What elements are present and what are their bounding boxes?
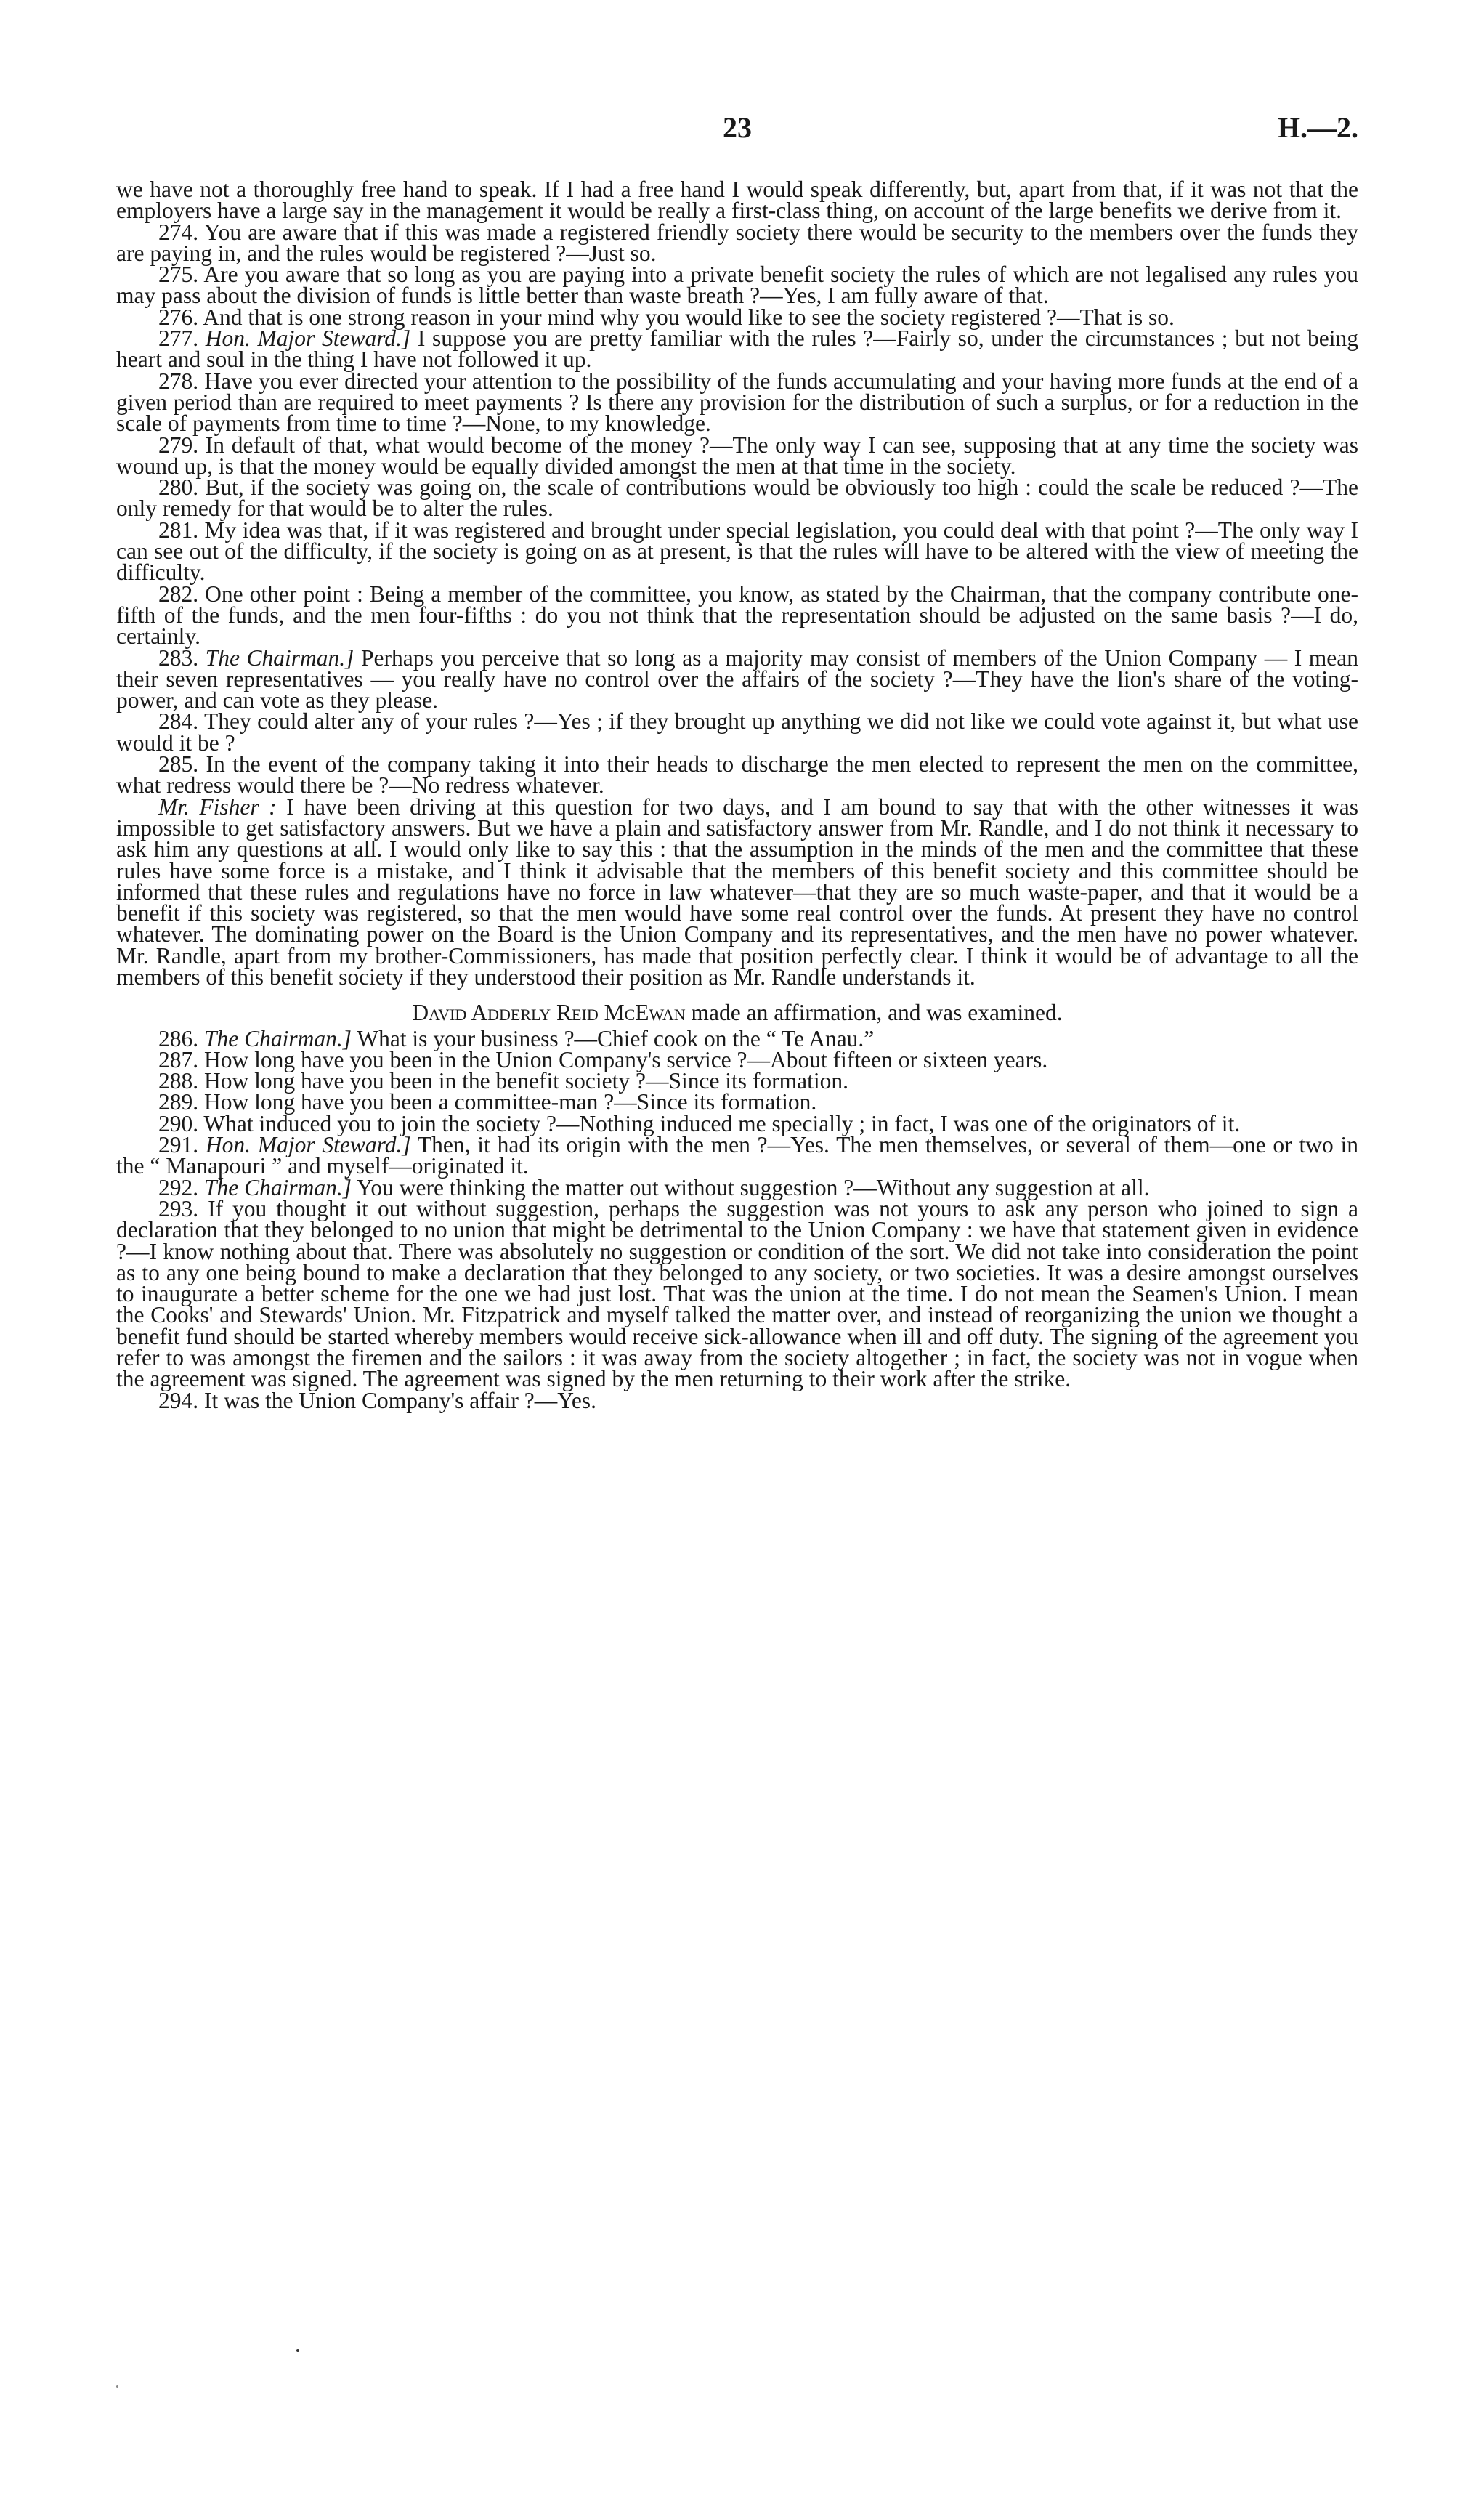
- paper-speck: [296, 2349, 299, 2352]
- speaker-label: Mr. Fisher :: [158, 793, 277, 820]
- paragraph-287: 287. How long have you been in the Union Company's service ?—About fifteen or sixteen years.: [158, 1046, 1048, 1072]
- paragraph-290: 290. What induced you to join the society ?—Nothing induced me specially ; in fact, I was one of the originators of it.: [158, 1110, 1241, 1136]
- speaker-label: The Chairman.]: [204, 1025, 352, 1051]
- paragraph-292: 292. The Chairman.] You were thinking the matter out without suggestion ?—Without any suggestion at all.: [158, 1174, 1150, 1200]
- paragraph-291: 291. Hon. Major Steward.] Then, it had its origin with the men ?—Yes. The men themselves, or several of them—one or two in the “ Manapouri ” and myself—originated it.: [116, 1132, 1359, 1179]
- paragraph-286: 286. The Chairman.] What is your business ?—Chief cook on the “ Te Anau.”: [158, 1025, 875, 1051]
- paragraph-277: 277. Hon. Major Steward.] I suppose you are pretty familiar with the rules ?—Fairly so, under the circumstances ; but not being heart and soul in the thing I have not followed it up.: [116, 326, 1359, 373]
- paragraph-293: 293. If you thought it out without suggestion, perhaps the suggestion was not yours to ask any person who joined to sign a declaration that they belonged to no union that might be detrimental to the Union Company : we have that statement given in evidence ?—I know nothing about that. There was absolutely no suggestion or condition of the sort. We did not take into consideration the point as to any one being bound to make a declaration that they belonged to any society, or two societies. It was a desire amongst ourselves to inaugurate a better scheme for the one we had just lost. That was the union at the time. I do not mean the Seamen's Union. I mean the Cooks' and Stewards' Union. Mr. Fitzpatrick and myself talked the matter over, and instead of reorganizing the union we thought a benefit fund should be started whereby members would receive sick-allowance when ill and off duty. The signing of the agreement you refer to was amongst the firemen and the sailors : it was away from the society altogether ; in fact, the society was not in vogue when the agreement was signed. The agreement was signed by the men returning to their work after the strike.: [116, 1195, 1358, 1392]
- paragraph-282: 282. One other point : Being a member of the committee, you know, as stated by the Chairman, that the company contribute one-fifth of the funds, and the men four-fifths : do you not think that the representation should be adjusted on the same basis ?—I do, certainly.: [116, 581, 1358, 650]
- paragraph-289: 289. How long have you been a committee-man ?—Since its formation.: [158, 1089, 817, 1115]
- paragraph-284: 284. They could alter any of your rules ?—Yes ; if they brought up anything we did not like we could vote against it, but what use would it be ?: [116, 708, 1358, 756]
- page-number: 23: [723, 111, 752, 144]
- paragraph-294: 294. It was the Union Company's affair ?—Yes.: [158, 1387, 596, 1413]
- paragraph-283: 283. The Chairman.] Perhaps you perceive that so long as a majority may consist of members of the Union Company — I mean their seven representatives — you really have no control over the affairs of the society ?—They have the lion's share of the voting-power, and can vote as they please.: [116, 644, 1359, 714]
- witness-name: David Adderly Reid McEwan: [412, 1000, 686, 1026]
- speaker-label: The Chairman.]: [204, 1174, 352, 1200]
- paragraph-279: 279. In default of that, what would become of the money ?—The only way I can see, supposing that at any time the society was wound up, is that the money would be equally divided amongst the men at that time in the society.: [116, 432, 1358, 479]
- speaker-label: Hon. Major Steward.]: [205, 1132, 411, 1158]
- body-text: [116, 179, 1358, 1411]
- document-reference: H.—2.: [1277, 111, 1358, 144]
- paragraph-280: 280. But, if the society was going on, the scale of contributions would be obviously too high : could the scale be reduced ?—The only remedy for that would be to alter the rules.: [116, 474, 1358, 522]
- paragraph-278: 278. Have you ever directed your attention to the possibility of the funds accumulating and your having more funds at the end of a given period than are required to meet payments ? Is there any provision for the distribution of such a surplus, or for a reduction in the scale of payments from time to time ?—None, to my knowledge.: [116, 368, 1358, 437]
- page-header: [116, 110, 1358, 154]
- paragraph-275: 275. Are you aware that so long as you are paying into a private benefit society the rules of which are not legalised any rules you may pass about the division of funds is little better than waste breath ?—Yes, I am fully aware of that.: [116, 262, 1358, 309]
- paragraph-mr-fisher: Mr. Fisher : I have been driving at this question for two days, and I am bound to say that with the other witnesses it was impossible to get satisfactory answers. But we have a plain and satisfactory answer from Mr. Randle, and I do not think it necessary to ask him any questions at all. I would only like to say this : that the assumption in the minds of the men and the committee that these rules have some force is a mistake, and I think it advisable that the members of this benefit society and this committee should be informed that these rules and regulations have no force in law whatever—that they are so much waste-paper, and that it would be a benefit if this society was registered, so that the men would have some real control over the funds. At present they have no control whatever. The dominating power on the Board is the Union Company and its representatives, and the men have no power whatever. Mr. Randle, apart from my brother-Commissioners, has made that position perfectly clear. I think it would be of advantage to all the members of this benefit society if they understood their position as Mr. Randle understands it.: [116, 793, 1358, 990]
- paper-speck: [116, 2385, 118, 2388]
- paragraph-288: 288. How long have you been in the benefit society ?—Since its formation.: [158, 1068, 849, 1094]
- paragraph-281: 281. My idea was that, if it was registered and brought under special legislation, you could deal with that point ?—The only way I can see out of the difficulty, if the society is going on as at present, is that the rules will have to be altered with the view of meeting the difficulty.: [116, 517, 1358, 586]
- speaker-label: Hon. Major Steward.]: [205, 326, 411, 352]
- witness-heading: David Adderly Reid McEwan made an affirmation, and was examined.: [412, 1000, 1063, 1026]
- paragraph-285: 285. In the event of the company taking it into their heads to discharge the men elected to represent the men on the committee, what redress would there be ?—No redress whatever.: [116, 751, 1358, 799]
- paragraph-274: 274. You are aware that if this was made a registered friendly society there would be security to the members over the funds they are paying in, and the rules would be registered ?—Just so.: [116, 219, 1358, 266]
- paragraph-continuation: we have not a thoroughly free hand to speak. If I had a free hand I would speak differently, but, apart from that, if it was not that the employers have a large say in the management it would be really a first-class thing, on account of the large benefits we derive from it.: [116, 177, 1358, 224]
- paragraph-276: 276. And that is one strong reason in your mind why you would like to see the society registered ?—That is so.: [158, 304, 1175, 330]
- speaker-label: The Chairman.]: [205, 644, 354, 671]
